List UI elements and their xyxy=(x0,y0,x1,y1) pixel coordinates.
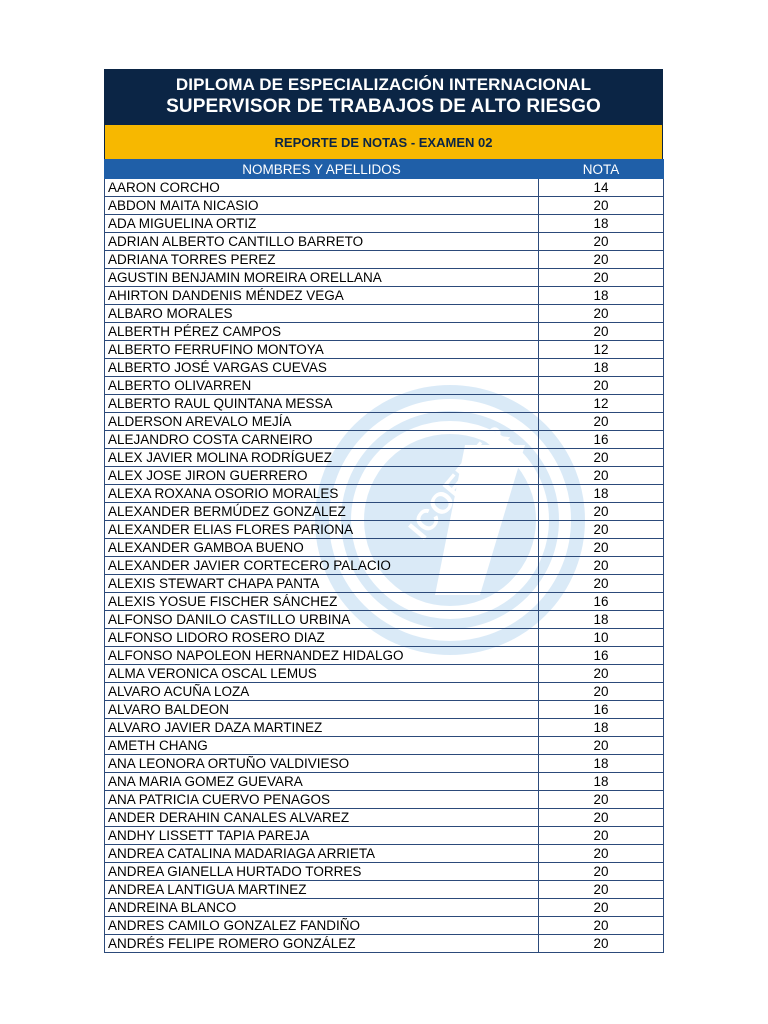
column-header-names: NOMBRES Y APELLIDOS xyxy=(105,160,539,179)
grade-cell: 20 xyxy=(539,917,664,935)
grade-cell: 20 xyxy=(539,863,664,881)
table-row xyxy=(105,179,664,197)
student-name-cell: ALEXANDER BERMÚDEZ GONZALEZ xyxy=(105,503,539,521)
table-row xyxy=(105,557,664,575)
student-name-cell: ALBARO MORALES xyxy=(105,305,539,323)
table-row xyxy=(105,791,664,809)
watermark-text: ICOEDER xyxy=(402,420,516,546)
report-title: REPORTE DE NOTAS - EXAMEN 02 xyxy=(274,134,493,150)
table-row xyxy=(105,449,664,467)
table-header-row xyxy=(105,160,664,179)
grade-cell: 20 xyxy=(539,899,664,917)
table-row xyxy=(105,611,664,629)
grade-cell: 18 xyxy=(539,287,664,305)
student-name-cell: ALEXANDER ELIAS FLORES PARIONA xyxy=(105,521,539,539)
table-row xyxy=(105,593,664,611)
grade-cell: 20 xyxy=(539,503,664,521)
student-name-cell: ALEJANDRO COSTA CARNEIRO xyxy=(105,431,539,449)
table-row xyxy=(105,305,664,323)
student-name-cell: ALFONSO LIDORO ROSERO DIAZ xyxy=(105,629,539,647)
table-row xyxy=(105,431,664,449)
student-name-cell: ALVARO BALDEON xyxy=(105,701,539,719)
title-block xyxy=(104,69,663,125)
student-name-cell: ANA PATRICIA CUERVO PENAGOS xyxy=(105,791,539,809)
student-name-cell: ALEXA ROXANA OSORIO MORALES xyxy=(105,485,539,503)
table-row xyxy=(105,197,664,215)
student-name-cell: AARON CORCHO xyxy=(105,179,539,197)
grade-cell: 16 xyxy=(539,647,664,665)
student-name-cell: ALDERSON AREVALO MEJÍA xyxy=(105,413,539,431)
grade-cell: 20 xyxy=(539,665,664,683)
grade-cell: 16 xyxy=(539,701,664,719)
grade-cell: 18 xyxy=(539,755,664,773)
table-row xyxy=(105,755,664,773)
table-row xyxy=(105,863,664,881)
table-row xyxy=(105,701,664,719)
table-row xyxy=(105,719,664,737)
grade-cell: 20 xyxy=(539,467,664,485)
student-name-cell: ALEXANDER JAVIER CORTECERO PALACIO xyxy=(105,557,539,575)
grade-cell: 18 xyxy=(539,773,664,791)
table-row xyxy=(105,251,664,269)
table-row xyxy=(105,773,664,791)
student-name-cell: ADA MIGUELINA ORTIZ xyxy=(105,215,539,233)
grade-cell: 20 xyxy=(539,881,664,899)
grade-cell: 20 xyxy=(539,683,664,701)
grade-cell: 18 xyxy=(539,215,664,233)
table-row xyxy=(105,521,664,539)
grade-cell: 16 xyxy=(539,431,664,449)
student-name-cell: ANDER DERAHIN CANALES ALVAREZ xyxy=(105,809,539,827)
student-name-cell: ANDRES CAMILO GONZALEZ FANDIÑO xyxy=(105,917,539,935)
grade-cell: 16 xyxy=(539,593,664,611)
student-name-cell: AGUSTIN BENJAMIN MOREIRA ORELLANA xyxy=(105,269,539,287)
student-name-cell: ALEXIS STEWART CHAPA PANTA xyxy=(105,575,539,593)
student-name-cell: ALVARO ACUÑA LOZA xyxy=(105,683,539,701)
table-row xyxy=(105,413,664,431)
table-row xyxy=(105,809,664,827)
grade-cell: 20 xyxy=(539,935,664,953)
table-row xyxy=(105,467,664,485)
grade-cell: 20 xyxy=(539,305,664,323)
grade-cell: 18 xyxy=(539,485,664,503)
student-name-cell: ANA LEONORA ORTUÑO VALDIVIESO xyxy=(105,755,539,773)
table-row xyxy=(105,827,664,845)
grades-table-body xyxy=(105,179,664,953)
student-name-cell: AHIRTON DANDENIS MÉNDEZ VEGA xyxy=(105,287,539,305)
student-name-cell: ABDON MAITA NICASIO xyxy=(105,197,539,215)
grade-cell: 20 xyxy=(539,521,664,539)
student-name-cell: ALEXANDER GAMBOA BUENO xyxy=(105,539,539,557)
grade-cell: 20 xyxy=(539,827,664,845)
table-row xyxy=(105,683,664,701)
grade-cell: 18 xyxy=(539,359,664,377)
grade-cell: 20 xyxy=(539,791,664,809)
student-name-cell: ALFONSO DANILO CASTILLO URBINA xyxy=(105,611,539,629)
table-row xyxy=(105,899,664,917)
grade-cell: 20 xyxy=(539,539,664,557)
grade-report-sheet xyxy=(104,69,663,953)
student-name-cell: ANDREA GIANELLA HURTADO TORRES xyxy=(105,863,539,881)
student-name-cell: ALBERTO RAUL QUINTANA MESSA xyxy=(105,395,539,413)
student-name-cell: ALFONSO NAPOLEON HERNANDEZ HIDALGO xyxy=(105,647,539,665)
student-name-cell: ALEX JAVIER MOLINA RODRÍGUEZ xyxy=(105,449,539,467)
student-name-cell: ALBERTO OLIVARREN xyxy=(105,377,539,395)
diploma-title: DIPLOMA DE ESPECIALIZACIÓN INTERNACIONAL xyxy=(175,75,592,94)
table-row xyxy=(105,323,664,341)
grade-cell: 12 xyxy=(539,341,664,359)
table-row xyxy=(105,665,664,683)
student-name-cell: ALEXIS YOSUE FISCHER SÁNCHEZ xyxy=(105,593,539,611)
grade-cell: 20 xyxy=(539,845,664,863)
grade-cell: 20 xyxy=(539,449,664,467)
student-name-cell: ALBERTH PÉREZ CAMPOS xyxy=(105,323,539,341)
table-row xyxy=(105,629,664,647)
grade-cell: 20 xyxy=(539,323,664,341)
table-row xyxy=(105,287,664,305)
table-row xyxy=(105,359,664,377)
table-row xyxy=(105,845,664,863)
report-title-bar xyxy=(104,125,663,159)
grades-table xyxy=(104,159,664,953)
student-name-cell: ALBERTO FERRUFINO MONTOYA xyxy=(105,341,539,359)
grade-cell: 20 xyxy=(539,377,664,395)
table-row xyxy=(105,269,664,287)
grade-cell: 10 xyxy=(539,629,664,647)
column-header-grade: NOTA xyxy=(539,160,664,179)
table-row xyxy=(105,485,664,503)
table-row xyxy=(105,341,664,359)
table-row xyxy=(105,575,664,593)
table-row xyxy=(105,395,664,413)
grade-cell: 20 xyxy=(539,269,664,287)
grade-cell: 18 xyxy=(539,611,664,629)
grade-cell: 18 xyxy=(539,719,664,737)
grade-cell: 20 xyxy=(539,413,664,431)
grade-cell: 20 xyxy=(539,557,664,575)
student-name-cell: ADRIAN ALBERTO CANTILLO BARRETO xyxy=(105,233,539,251)
table-row xyxy=(105,647,664,665)
table-row xyxy=(105,215,664,233)
table-row xyxy=(105,539,664,557)
table-row xyxy=(105,917,664,935)
table-row xyxy=(105,737,664,755)
student-name-cell: ALEX JOSE JIRON GUERRERO xyxy=(105,467,539,485)
student-name-cell: ADRIANA TORRES PEREZ xyxy=(105,251,539,269)
grade-cell: 20 xyxy=(539,251,664,269)
grade-cell: 14 xyxy=(539,179,664,197)
grade-cell: 20 xyxy=(539,197,664,215)
student-name-cell: ANDREA LANTIGUA MARTINEZ xyxy=(105,881,539,899)
table-row xyxy=(105,881,664,899)
grade-cell: 20 xyxy=(539,233,664,251)
grade-cell: 12 xyxy=(539,395,664,413)
table-row xyxy=(105,935,664,953)
student-name-cell: ANDHY LISSETT TAPIA PAREJA xyxy=(105,827,539,845)
grade-cell: 20 xyxy=(539,809,664,827)
student-name-cell: ANDREINA BLANCO xyxy=(105,899,539,917)
student-name-cell: ANA MARIA GOMEZ GUEVARA xyxy=(105,773,539,791)
student-name-cell: AMETH CHANG xyxy=(105,737,539,755)
table-row xyxy=(105,377,664,395)
course-title: SUPERVISOR DE TRABAJOS DE ALTO RIESGO xyxy=(166,96,601,117)
table-row xyxy=(105,233,664,251)
grade-cell: 20 xyxy=(539,575,664,593)
student-name-cell: ALMA VERONICA OSCAL LEMUS xyxy=(105,665,539,683)
grade-cell: 20 xyxy=(539,737,664,755)
student-name-cell: ALBERTO JOSÉ VARGAS CUEVAS xyxy=(105,359,539,377)
student-name-cell: ANDREA CATALINA MADARIAGA ARRIETA xyxy=(105,845,539,863)
student-name-cell: ALVARO JAVIER DAZA MARTINEZ xyxy=(105,719,539,737)
table-row xyxy=(105,503,664,521)
student-name-cell: ANDRÉS FELIPE ROMERO GONZÁLEZ xyxy=(105,935,539,953)
